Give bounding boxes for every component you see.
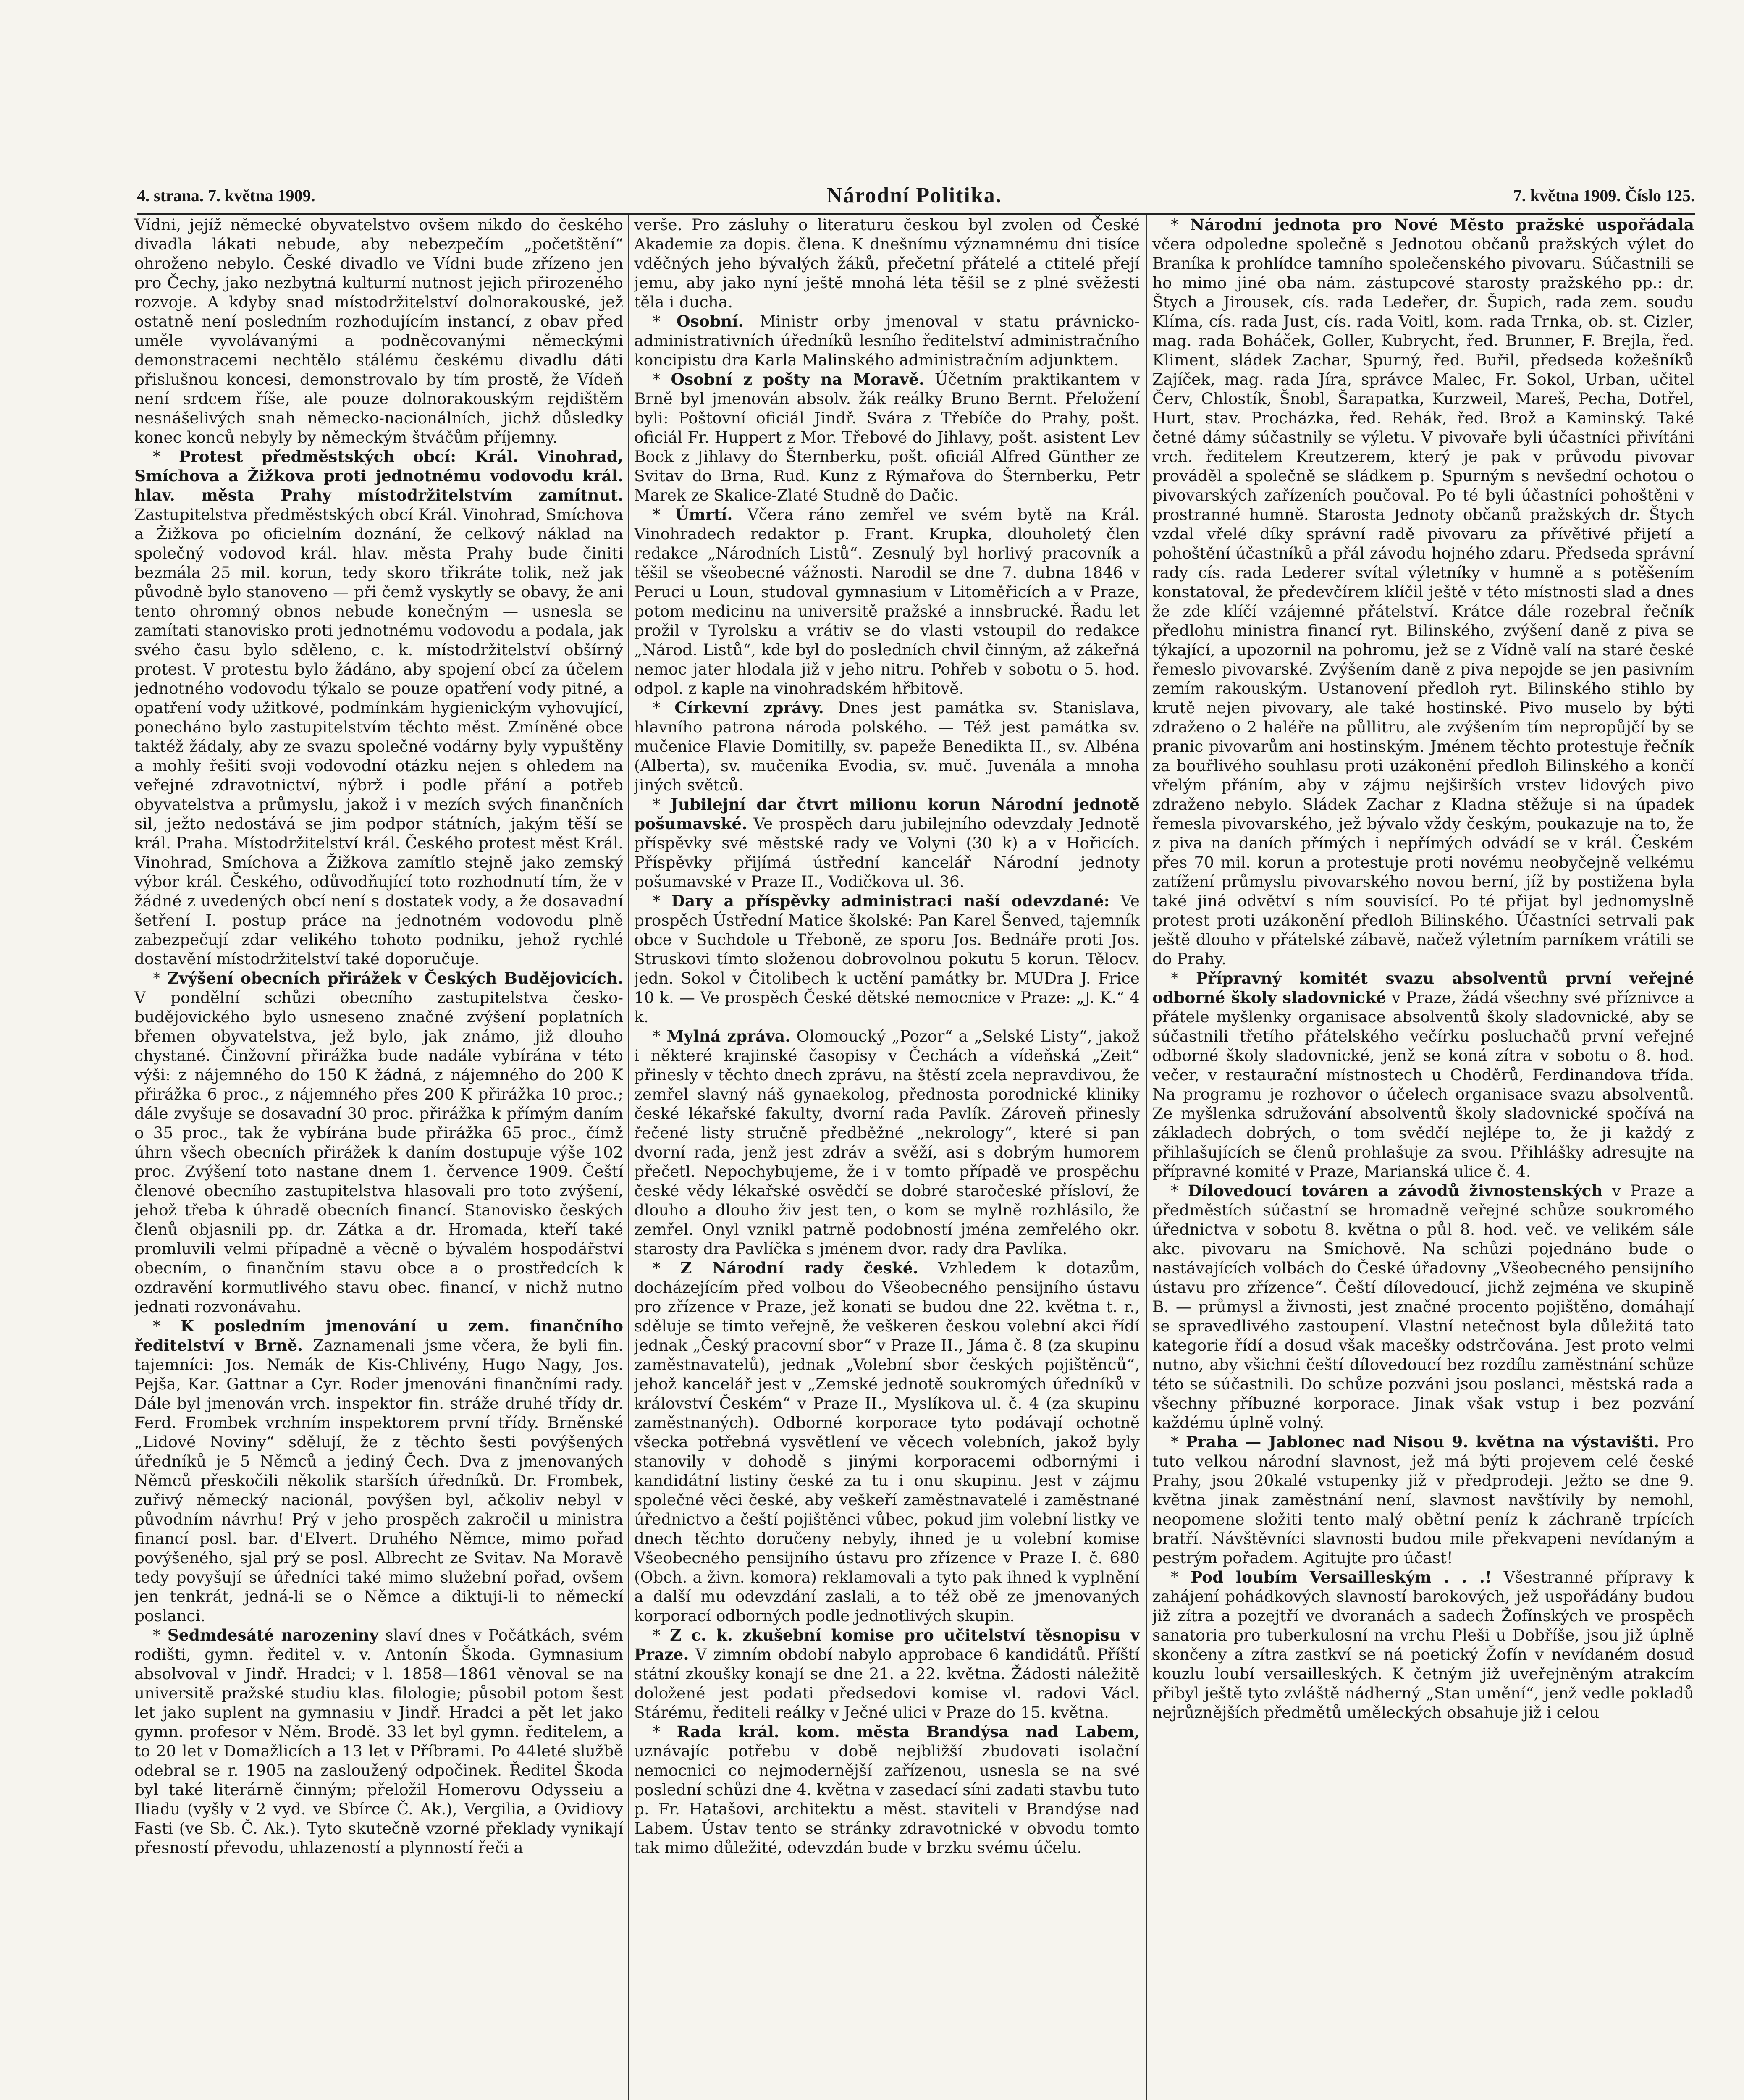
article-text: Ve prospěch daru jubilejního odevzdaly Jednotě příspěvky své městské rady ve Volyni (30 k) a v Hořicích. Příspěvky přijímá ústřední kancelář Národní jednoty pošumavské v Praze II., Vodičkova ul. 36. (634, 814, 1140, 891)
article-headline: Z c. k. zkušební komise pro učitelství těsnopisu v Praze. (634, 1626, 1140, 1664)
article-headline: Přípravný komitét svazu absolventů první veřejné odborné školy sladovnické (1152, 969, 1694, 1007)
article-paragraph: * Zvýšení obecních přirážek v Českých Budějovicích. V pondělní schůzi obecního zastupitelstva česko-budějovického bylo usneseno značné zvýšení poplatních břemen obyvatelstva, jež bylo, jak známo, již dlouho chystané. Činžovní přirážka bude nadále vybírána v této výši: z nájemného do 150 K žádná, z nájemného do 200 K přirážka 6 proc., z nájemného přes 200 K přirážka 10 proc.; dále zvyšuje se dosavadní 30 proc. přirážka k přímým daním o 35 proc., tak že vybírána bude přirážka 65 proc., čímž úhrn všech obecních přirážek k daním dostupuje výše 102 proc. Zvýšení toto nastane dnem 1. července 1909. Čeští členové obecního zastupitelstva hlasovali pro toto zvýšení, jehož třeba k úhradě obecních financí. Stanovisko českých členů objasnili pp. dr. Zátka a dr. Hromada, kteří také promluvili velmi případně a věcně o bývalém hospodářství obecním, o finančním stavu obce a o prostředcích k ozdravění kormutlivého stavu obec. financí, v nichž nutno jednati rozvonávahu. (134, 969, 623, 1316)
article-text: Vídni, jejíž německé obyvatelstvo ovšem nikdo do českého divadla lákati nebude, aby nebezpečím „početštění“ ohroženo nebylo. České divadlo ve Vídni bude zřízeno jen pro Čechy, jako nezbytná kulturní nutnost jejich přirozeného rozvoje. A kdyby snad místodržitelství dolnorakouské, jež ostatně není posledním rozhodujícím instancí, z obav před uměle vyvolávanými a podněcovanými německými demonstracemi nechtělo stálému českému divadlu dáti přislušnou koncesi, demonstrovalo by tím prostě, že Vídeň není srdcem říše, ale pouze dolnorakouským rejdištěm nesnášelivých snah německo-nacionálních, jichž důsledky konec konců nebyly by německým štváčům příjemny. (134, 215, 623, 446)
article-paragraph: * Sedmdesáté narozeniny slaví dnes v Počátkách, svém rodišti, gymn. ředitel v. v. Antonín Škoda. Gymnasium absolvoval v Jindř. Hradci; v l. 1858—1861 věnoval se na universitě pražské studiu klas. filologie; působil potom šest let jako suplent na gymnasiu v Jindř. Hradci a pět let jako gymn. profesor v Něm. Brodě. 33 let byl gymn. ředitelem, a to 20 let v Domažlicích a 13 let v Příbrami. Po 44leté službě odebral se r. 1905 na zasloužený odpočinek. Ředitel Škoda byl také literárně činným; přeložil Homerovu Odysseiu a Iliadu (vyšly v 2 vyd. ve Sbírce Č. Ak.), Vergilia, a Ovidiovy Fasti (ve Sb. Č. Ak.). Tyto skutečně vzorné překlady vynikají přesností převodu, uhlazeností a plynností řeči a (134, 1626, 623, 1857)
article-headline: K posledním jmenování u zem. finančního ředitelství v Brně. (134, 1317, 623, 1354)
column-1 (134, 215, 623, 2100)
article-headline: Praha — Jablonec nad Nisou 9. května na výstavišti. (1185, 1433, 1660, 1451)
article-text: Ministr orby jmenoval v statu právnicko-administrativních úředníků lesního ředitelství administračního koncipistu dra Karla Malinského administračním adjunktem. (634, 312, 1140, 369)
article-paragraph: * Protest předměstských obcí: Král. Vinohrad, Smíchova a Žižkova proti jednotnému vodovodu král. hlav. města Prahy místodržitelstvím zamítnut. Zastupitelstva předměstských obcí Král. Vinohrad, Smíchova a Žižkova po oficielním doznání, že celkový náklad na společný vodovod král. hlav. města Prahy bude činiti bezmála 25 mil. korun, tedy skoro třikráte tolik, než jak původně bylo stanoveno — při čemž vyskytly se obavy, že ani tento ohromný obnos nebude konečným — usnesla se zamítati stanovisko proti jednotnému vodovodu a podala, jak svého času bylo sděleno, c. k. místodržitelství obšírný protest. V protestu bylo žádáno, aby spojení obcí za účelem jednotného vodovodu týkalo se pouze opatření vody pitné, a opatření vody užitkové, podmínkám hygienickým vyhovující, ponecháno bylo zastupitelstvím těchto měst. Zmíněné obce taktéž žádaly, aby ze svazu společné vodárny byly vypuštěny a mohly řešiti svoji vodovodní otázku nejen s ohledem na veřejné zdravotnictví, nýbrž i podle přání a potřeb obyvatelstva a průmyslu, jakož i v mezích svých finančních sil, ježto nedostává se jim podpor státních, jakým těší se král. Praha. Místodržitelství král. Českého protest měst Král. Vinohrad, Smíchova a Žižkova zamítlo stejně jako zemský výbor král. Českého, odůvodňující toto rozhodnutí tím, že v žádné z uvedených obcí není s dostatek vody, a že dosavadní šetření I. postup práce na jednotném vodovodu plně zabezpečují zdar velikého tohoto podniku, jehož rychlé dostavění místodržitelství také doporučuje. (134, 447, 623, 968)
article-text: Všestranné přípravy k zahájení pohádkových slavností barokových, jež uspořádány budou již zítra a pozejtří ve dvoranách a sadech Žofínských ve prospěch sanatoria pro tuberkulosní na vrchu Pleši u Dobříše, jsou již úplně skončeny a zítra zastkví se ná poetický Žofín v nevídaném dosud kouzlu loubí versailleských. K četným již uveřejněným atrakcím přibyl ještě tyto zvláště nádherný „Stan umění“, jenž vedle pokladů nejrůznějších předmětů uměleckých obsahuje již i celou (1152, 1568, 1694, 1722)
article-text: uznávajíc potřebu v době nejbližší zbudovati isolační nemocnici co nejmodernější zařízenou, usnesla se na své poslední schůzi dne 4. května v zasedací síni zadati stavbu tuto p. Fr. Hatašovi, architektu a měst. staviteli v Brandýse nad Labem. Ústav tento se stránky zdravotnické v obvodu tomto tak mimo důležité, odevzdán bude v brzku svému účelu. (634, 1742, 1140, 1857)
article-headline: Protest předměstských obcí: Král. Vinohrad, Smíchova a Žižkova proti jednotnému vodovodu král. hlav. města Prahy místodržitelstvím zamítnut. (134, 447, 623, 504)
article-headline: Osobní z pošty na Moravě. (671, 370, 924, 388)
article-paragraph: * Církevní zprávy. Dnes jest památka sv. Stanislava, hlavního patrona národa polského. — Též jest památka sv. mučenice Flavie Domitilly, sv. papeže Benedikta II., sv. Albéna (Alberta), sv. mučeníka Evodia, sv. muč. Juvenála a mnoha jiných světců. (634, 698, 1140, 794)
masthead-title: Národní Politika. (826, 183, 1002, 207)
article-paragraph: * Osobní z pošty na Moravě. Účetním praktikantem v Brně byl jmenován absolv. žák reálky Bruno Bernt. Přeložení byli: Poštovní oficiál Jindř. Svára z Třebíče do Prahy, pošt. oficiál Fr. Huppert z Mor. Třebové do Jihlavy, pošt. asistent Lev Bock z Jihlavy do Šternberku, pošt. oficiál Alfred Günther ze Svitav do Brna, Rud. Kunz z Rýmařova do Šternberku, Petr Marek ze Skalice-Zlaté Studně do Dačic. (634, 370, 1140, 504)
article-paragraph: * Dílovedoucí továren a závodů živnostenských v Praze a předměstích súčastní se hromadně veřejné schůze soukromého úřednictva v sobotu 8. května o půl 8. hod. več. ve velikém sále akc. pivovaru na Smíchově. Na schůzi pojednáno bude o nastávajících volbách do České úřadovny „Všeobecného pensijního ústavu pro zřízence“. Čeští dílovedoucí, jichž zejména ve skupině B. — průmysl a živnosti, jest značné procento pojištěno, domáhají se spravedlivého zastoupení. Vlastní netečnost byla důležitá tato kategorie řídí a dosud však macešky odstrčována. Jest proto velmi nutno, aby všichni čeští dílovedoucí bez rozdílu zaměstnání schůze této se súčastnili. Do schůze pozváni jsou poslanci, městská rada a všechny příbuzné korporace. Jinak však vstup i bez pozvání každému úplně volný. (1152, 1181, 1694, 1432)
article-paragraph: * Pod loubím Versailleským . . .! Všestranné přípravy k zahájení pohádkových slavností barokových, jež uspořádány budou již zítra a pozejtří ve dvoranách a sadech Žofínských ve prospěch sanatoria pro tuberkulosní na vrchu Pleši u Dobříše, jsou již úplně skončeny a zítra zastkví se ná poetický Žofín v nevídaném dosud kouzlu loubí versailleských. K četným již uveřejněným atrakcím přibyl ještě tyto zvláště nádherný „Stan umění“, jenž vedle pokladů nejrůznějších předmětů uměleckých obsahuje již i celou (1152, 1568, 1694, 1722)
article-paragraph: * Jubilejní dar čtvrt milionu korun Národní jednotě pošumavské. Ve prospěch daru jubilejního odevzdaly Jednotě příspěvky své městské rady ve Volyni (30 k) a v Hořicích. Příspěvky přijímá ústřední kancelář Národní jednoty pošumavské v Praze II., Vodičkova ul. 36. (634, 795, 1140, 891)
article-paragraph: * Úmrtí. Včera ráno zemřel ve svém bytě na Král. Vinohradech redaktor p. Frant. Krupka, dlouholetý člen redakce „Národních Listů“. Zesnulý byl horlivý pracovník a těšil se všeobecné vážnosti. Narodil se dne 7. dubna 1846 v Peruci u Loun, studoval gymnasium v Litoměřicích a v Praze, potom medicinu na universitě pražské a innsbrucké. Řadu let prožil v Tyrolsku a vrátiv se do vlasti vstoupil do redakce „Národ. Listů“, kde byl do posledních chvil činným, až zákeřná nemoc jater hlodala již v jeho nitru. Pohřeb v sobotu o 5. hod. odpol. z kaple na vinohradském hřbitově. (634, 505, 1140, 698)
article-paragraph (634, 215, 1140, 312)
article-headline: Rada král. kom. města Brandýsa nad Labem, (677, 1722, 1140, 1741)
article-headline: Sedmdesáté narozeniny (167, 1626, 379, 1644)
article-paragraph: * Z c. k. zkušební komise pro učitelství těsnopisu v Praze. V zimním období nabylo approbace 6 kandidátů. Příští státní zkoušky konají se dne 21. a 22. května. Žádosti náležitě doložené jest podati předsedovi komise vl. radovi Václ. Stárému, řediteli reálky v Ječné ulici v Praze do 15. května. (634, 1626, 1140, 1722)
article-paragraph: * Národní jednota pro Nové Město pražské uspořádala včera odpoledne společně s Jednotou občanů pražských výlet do Braníka k prohlídce tamního společenského pivovaru. Súčastnili se ho mimo jiné oba nám. zástupcové starosty pražského pp.: dr. Štych a Jirousek, cís. rada Ledeřer, dr. Šupich, rada zem. soudu Klíma, cís. rada Just, cís. rada Voitl, kom. rada Trnka, ob. st. Cizler, mag. rada Boháček, Goller, Kubrycht, řed. Brunner, F. Brejla, řed. Kliment, sládek Zachar, Spurný, řed. Buřil, předseda kožešníků Zajíček, mag. rada Jíra, správce Malec, Fr. Sokol, Urban, učitel Červ, Chlostík, Šnobl, Šarapatka, Kurzweil, Mareš, Pecha, Dotřel, Hurt, stav. Procházka, řed. Rehák, řed. Brož a Kaminský. Také četné dámy súčastnily se výletu. V pivovaře byli účastníci přivítáni vrch. ředitelem Kreutzerem, který je pak v průvodu pivovar prováděl a společně se sládkem p. Spurným s nevšední ochotou o pivovarských zařízeních poučoval. Po té byli účastníci pohoštěni v prostranné humně. Starosta Jednoty občanů pražských dr. Štych vzdal vřelé díky správní radě pivovaru za přívětivé přijetí a pohoštění účastníků a přál závodu hojného zdaru. Předseda správní rady cís. rada Lederer svítal výletníky v humně a s potěšením konstatoval, že předevčírem klíčil ještě v této místnosti slad a dnes že zde klíčí vzájemné přátelství. Krátce dále rozebral řečník předlohu ministra financí ryt. Bilinského, zvýšení daně z piva se týkající, a upozornil na pohromu, jež se z Vídně valí na staré české řemeslo pivovarské. Zvýšením daně z piva nepojde se jen pasivním zemím rakouským. Ustanovení předloh ryt. Bilinského stihlo by krutě nejen pivovary, ale také hostinské. Pivo muselo by býti zdraženo o 2 haléře na půllitru, ale zvýšením tím nepropůjčí by se pranic pivovarům ani hostinským. Jménem těchto protestuje řečník za bouřlivého souhlasu proti uzákonění předloh Bilinského a končí vřelým přáním, aby v zájmu nejširších vrstev lidových pivo zdraženo nebylo. Sládek Zachar z Kladna stěžuje si na úpadek řemesla pivovarského, jež bývalo vždy českým, poukazuje na to, že z piva na daních přímých i nepřímých odvádí se v král. Českém přes 70 mil. korun a protestuje proti novému neobyčejně velkému zatížení průmyslu pivovarského novou berní, jíž by postižena byla také jiná odvětví s ním souvisící. Po té přijat byl jednomyslně protest proti uzákonění předloh Bilinského. Účastníci setrvali pak ještě dlouho v přátelské zábavě, načež výletním parníkem vrátili se do Prahy. (1152, 215, 1694, 968)
article-headline: Mylná zpráva. (666, 1027, 791, 1045)
article-text: Účetním praktikantem v Brně byl jmenován absolv. žák reálky Bruno Bernt. Přeložení byli: Poštovní oficiál Jindř. Svára z Třebíče do Prahy, pošt. oficiál Fr. Huppert z Mor. Třebové do Jihlavy, pošt. asistent Lev Bock z Jihlavy do Šternberku, pošt. oficiál Alfred Günther ze Svitav do Brna, Rud. Kunz z Rýmařova do Šternberku, Petr Marek ze Skalice-Zlaté Studně do Dačic. (634, 370, 1140, 504)
article-text: Ve prospěch Ústřední Matice školské: Pan Karel Šenved, tajemník obce v Suchdole u Třeboně, ze sporu Jos. Bednáře proti Jos. Struskovi tímto složenou dobrovolnou pokutu 5 korun. Tělocv. jedn. Sokol v Čitolibech k uctění památky br. MUDra J. Frice 10 k. — Ve prospěch České dětské nemocnice v Praze: „J. K.“ 4 k. (634, 892, 1140, 1026)
article-paragraph: * Mylná zpráva. Olomoucký „Pozor“ a „Selské Listy“, jakož i některé krajinské časopisy v Čechách a vídeňská „Zeit“ přinesly v těchto dnech zprávu, na štěstí zcela nepravdivou, že zemřel slavný náš gynaekolog, přednosta porodnické kliniky české lékařské fakulty, dvorní rada Pavlík. Zároveň přinesly řečené listy stručně předběžné „nekrology“, které si pan dvorní rada, jenž jest zdráv a svěží, asi s dobrým humorem přečetl. Nepochybujeme, že i v tomto případě ve prospěchu české vědy lékařské osvědčí se dobré staročeské přísloví, že dlouho a dlouho živ jest ten, o kom se mylně rozhlásilo, že zemřel. Onyl vznikl patrně podobností jména zemřelého okr. starosty dra Pavlíčka s jménem dvor. rady dra Pavlíka. (634, 1027, 1140, 1258)
article-text: Pro tuto velkou národní slavnost, jež má býti projevem celé české Prahy, jsou 20kalé vstupenky již v předprodeji. Ježto se dne 9. května jinak zaměstnání není, slavnost navštívily by nemohl, neopomene složiti tento malý obětní peníz k záchraně trpících bratří. Návštěvníci slavnosti budou mile překvapeni nevídaným a pestrým pořadem. Agitujte pro účast! (1152, 1433, 1694, 1567)
article-text: Zastupitelstva předměstských obcí Král. Vinohrad, Smíchova a Žižkova po oficielním doznání, že celkový náklad na společný vodovod král. hlav. města Prahy bude činiti bezmála 25 mil. korun, tedy skoro třikráte tolik, než jak původně bylo stanoveno — při čemž vyskytly se obavy, že ani tento ohromný obnos nebude konečným — usnesla se zamítati stanovisko proti jednotnému vodovodu a podala, jak svého času bylo sděleno, c. k. místodržitelství obšírný protest. V protestu bylo žádáno, aby spojení obcí za účelem jednotného vodovodu týkalo se pouze opatření vody pitné, a opatření vody užitkové, podmínkám hygienickým vyhovující, ponecháno bylo zastupitelstvím těchto měst. Zmíněné obce taktéž žádaly, aby ze svazu společné vodárny byly vypuštěny a mohly řešiti svoji vodovodní otázku nejen s ohledem na veřejné zdravotnictví, nýbrž i podle přání a potřeb obyvatelstva a průmyslu, jakož i v mezích svých finančních sil, ježto nedostává se jim podpor státních, jakým těší se král. Praha. Místodržitelství král. Českého protest měst Král. Vinohrad, Smíchova a Žižkova zamítlo stejně jako zemský výbor král. Českého, odůvodňující toto rozhodnutí tím, že v žádné z uvedených obcí není s dostatek vody, a že dosavadní šetření I. postup práce na jednotném vodovodu plně zabezpečují zdar velikého tohoto podniku, jehož rychlé dostavění místodržitelství také doporučuje. (134, 505, 623, 968)
column-3 (1152, 215, 1694, 2100)
article-text: V pondělní schůzi obecního zastupitelstva česko-budějovického bylo usneseno značné zvýšení poplatních břemen obyvatelstva, jež bylo, jak známo, již dlouho chystané. Činžovní přirážka bude nadále vybírána v této výši: z nájemného do 150 K žádná, z nájemného do 200 K přirážka 6 proc., z nájemného přes 200 K přirážka 10 proc.; dále zvyšuje se dosavadní 30 proc. přirážka k přímým daním o 35 proc., tak že vybírána bude přirážka 65 proc., čímž úhrn všech obecních přirážek k daním dostupuje výše 102 proc. Zvýšení toto nastane dnem 1. července 1909. Čeští členové obecního zastupitelstva hlasovali pro toto zvýšení, jehož třeba k úhradě obecních financí. Stanovisko českých členů objasnili pp. dr. Zátka a dr. Hromada, kteří také promluvili velmi případně a věcně o bývalém hospodářství obecním, o finančním stavu obce a o prostředcích k ozdravění kormutlivého stavu obec. financí, v nichž nutno jednati rozvonávahu. (134, 988, 623, 1316)
article-paragraph: * Rada král. kom. města Brandýsa nad Labem, uznávajíc potřebu v době nejbližší zbudovati isolační nemocnici co nejmodernější zařízenou, usnesla se na své poslední schůzi dne 4. května v zasedací síni zadati stavbu tuto p. Fr. Hatašovi, architektu a měst. staviteli v Brandýse nad Labem. Ústav tento se stránky zdravotnické v obvodu tomto tak mimo důležité, odevzdán bude v brzku svému účelu. (634, 1722, 1140, 1857)
article-headline: Církevní zprávy. (674, 698, 824, 717)
issue-date-number: 7. května 1909. Číslo 125. (1513, 186, 1695, 205)
article-text: Vzhledem k dotazům, docházejícím před volbou do Všeobecného pensijního ústavu pro zřízence v Praze, jež konati se budou dne 22. května t. r., sděluje se timto veřejně, že veškeren českou volební akci řídí jednak „Český pracovní sbor“ v Praze II., Jáma č. 8 (za skupinu zaměstnavatelů), jednak „Volební sbor českých pojištěnců“, jehož kancelář jest v „Zemské jednotě soukromých úředníků v království Českém“ v Praze II., Myslíkova ul. č. 4 (za skupinu zaměstnaných). Odborné korporace tyto podávají ochotně všecka potřebná vysvětlení ve věcech volebních, jakož byly stanovily v dohodě s jinými korporacemi odbornými i kandidátní listiny české za tu i onu skupinu. Jest v zájmu společné věci české, aby veškeří zaměstnavatelé i zaměstnané úřednictvo a čeští pojištěnci vůbec, pokud jim volební listky ve dnech těchto doručeny nebyly, ihned je u volební komise Všeobecného pensijního ústavu pro zřízence v Praze I. č. 680 (Obch. a živn. komora) reklamovali a tyto pak ihned k vyplnění a další mu odevzdání zaslali, a to též obě ze jmenovaných korporací odborných podle jednotlivých skupin. (634, 1259, 1140, 1625)
article-headline: Dary a příspěvky administraci naší odevzdané: (671, 892, 1110, 910)
article-text: v Praze a předměstích súčastní se hromadně veřejné schůze soukromého úřednictva v sobotu 8. května o půl 8. hod. več. ve velikém sále akc. pivovaru na Smíchově. Na schůzi pojednáno bude o nastávajících volbách do České úřadovny „Všeobecného pensijního ústavu pro zřízence“. Čeští dílovedoucí, jichž zejména ve skupině B. — průmysl a živnosti, jest značné procento pojištěno, domáhají se spravedlivého zastoupení. Vlastní netečnost byla důležitá tato kategorie řídí a dosud však macešky odstrčována. Jest proto velmi nutno, aby všichni čeští dílovedoucí bez rozdílu zaměstnání schůze této se súčastnili. Do schůze pozváni jsou poslanci, městská rada a všechny příbuzné korporace. Jinak však vstup i bez pozvání každému úplně volný. (1152, 1181, 1694, 1432)
article-headline: Národní jednota pro Nové Město pražské uspořádala (1190, 215, 1694, 234)
article-headline: Zvýšení obecních přirážek v Českých Budějovicích. (167, 969, 623, 987)
article-headline: Pod loubím Versailleským . . .! (1190, 1568, 1492, 1586)
article-headline: Jubilejní dar čtvrt milionu korun Národní jednotě pošumavské. (634, 795, 1140, 833)
article-paragraph (134, 215, 623, 447)
page-number-date: 4. strana. 7. května 1909. (137, 186, 315, 205)
article-headline: Z Národní rady české. (680, 1259, 918, 1277)
article-paragraph: * Z Národní rady české. Vzhledem k dotazům, docházejícím před volbou do Všeobecného pensijního ústavu pro zřízence v Praze, jež konati se budou dne 22. května t. r., sděluje se timto veřejně, že veškeren českou volební akci řídí jednak „Český pracovní sbor“ v Praze II., Jáma č. 8 (za skupinu zaměstnavatelů), jednak „Volební sbor českých pojištěnců“, jehož kancelář jest v „Zemské jednotě soukromých úředníků v království Českém“ v Praze II., Myslíkova ul. č. 4 (za skupinu zaměstnaných). Odborné korporace tyto podávají ochotně všecka potřebná vysvětlení ve věcech volebních, jakož byly stanovily v dohodě s jinými korporacemi odbornými i kandidátní listiny české za tu i onu skupinu. Jest v zájmu společné věci české, aby veškeří zaměstnavatelé i zaměstnané úřednictvo a čeští pojištěnci vůbec, pokud jim volební listky ve dnech těchto doručeny nebyly, ihned je u volební komise Všeobecného pensijního ústavu pro zřízence v Praze I. č. 680 (Obch. a živn. komora) reklamovali a tyto pak ihned k vyplnění a další mu odevzdání zaslali, a to též obě ze jmenovaných korporací odborných podle jednotlivých skupin. (634, 1259, 1140, 1625)
article-headline: Dílovedoucí továren a závodů živnostenských (1188, 1181, 1603, 1200)
article-text: Olomoucký „Pozor“ a „Selské Listy“, jakož i některé krajinské časopisy v Čechách a vídeňská „Zeit“ přinesly v těchto dnech zprávu, na štěstí zcela nepravdivou, že zemřel slavný náš gynaekolog, přednosta porodnické kliniky české lékařské fakulty, dvorní rada Pavlík. Zároveň přinesly řečené listy stručně předběžné „nekrology“, které si pan dvorní rada, jenž jest zdráv a svěží, asi s dobrým humorem přečetl. Nepochybujeme, že i v tomto případě ve prospěchu české vědy lékařské osvědčí se dobré staročeské přísloví, že dlouho a dlouho živ jest ten, o kom se mylně rozhlásilo, že zemřel. Onyl vznikl patrně podobností jména zemřelého okr. starosty dra Pavlíčka s jménem dvor. rady dra Pavlíka. (634, 1027, 1140, 1258)
article-headline: Osobní. (677, 312, 744, 331)
article-text: Dnes jest památka sv. Stanislava, hlavního patrona národa polského. — Též jest památka sv. mučenice Flavie Domitilly, sv. papeže Benedikta II., sv. Albéna (Alberta), sv. mučeníka Evodia, sv. muč. Juvenála a mnoha jiných světců. (634, 698, 1140, 794)
article-paragraph: * Osobní. Ministr orby jmenoval v statu právnicko-administrativních úředníků lesního ředitelství administračního koncipistu dra Karla Malinského administračním adjunktem. (634, 312, 1140, 369)
column-divider-2 (1146, 215, 1147, 2100)
article-paragraph: * Praha — Jablonec nad Nisou 9. května na výstavišti. Pro tuto velkou národní slavnost, jež má býti projevem celé české Prahy, jsou 20kalé vstupenky již v předprodeji. Ježto se dne 9. května jinak zaměstnání není, slavnost navštívily by nemohl, neopomene složiti tento malý obětní peníz k záchraně trpících bratří. Návštěvníci slavnosti budou mile překvapeni nevídaným a pestrým pořadem. Agitujte pro účast! (1152, 1433, 1694, 1567)
article-text: Zaznamenali jsme včera, že byli fin. tajemníci: Jos. Nemák de Kis-Chlivény, Hugo Nagy, Jos. Pejša, Kar. Gattnar a Cyr. Roder jmenováni finančními rady. Dále byl jmenován vrch. inspektor fin. stráže druhé třídy dr. Ferd. Frombek vrchním inspektorem první třídy. Brněnské „Lidové Noviny“ sdělují, že z těchto šesti povýšených úředníků je 5 Němců a jediný Čech. Dva z jmenovaných Němců přeskočili několik starších úředníků. Dr. Frombek, zuřivý německý nacionál, povýšen byl, ačkoliv nebyl v původním návrhu! Prý v jeho prospěch zakročil u ministra financí posl. bar. d'Elvert. Druhého Němce, mimo pořad povýšeného, sjal prý se posl. Albrecht ze Svitav. Na Moravě tedy povyšují se úředníci také mimo služební pořad, ovšem jen tenkrát, jedná-li se o Němce a diktuji-li to německí poslanci. (134, 1336, 623, 1625)
article-text: V zimním období nabylo approbace 6 kandidátů. Příští státní zkoušky konají se dne 21. a 22. května. Žádosti náležitě doložené jest podati předsedovi komise vl. radovi Václ. Stárému, řediteli reálky v Ječné ulici v Praze do 15. května. (634, 1645, 1140, 1722)
column-2 (634, 215, 1140, 2100)
article-paragraph: * Dary a příspěvky administraci naší odevzdané: Ve prospěch Ústřední Matice školské: Pan Karel Šenved, tajemník obce v Suchdole u Třeboně, ze sporu Jos. Bednáře proti Jos. Struskovi tímto složenou dobrovolnou pokutu 5 korun. Tělocv. jedn. Sokol v Čitolibech k uctění památky br. MUDra J. Frice 10 k. — Ve prospěch České dětské nemocnice v Praze: „J. K.“ 4 k. (634, 892, 1140, 1026)
article-text: slaví dnes v Počátkách, svém rodišti, gymn. ředitel v. v. Antonín Škoda. Gymnasium absolvoval v Jindř. Hradci; v l. 1858—1861 věnoval se na universitě pražské studiu klas. filologie; působil potom šest let jako suplent na gymnasiu v Jindř. Hradci a pět let jako gymn. profesor v Něm. Brodě. 33 let byl gymn. ředitelem, a to 20 let v Domažlicích a 13 let v Příbrami. Po 44leté službě odebral se r. 1905 na zasloužený odpočinek. Ředitel Škoda byl také literárně činným; přeložil Homerovu Odysseiu a Iliadu (vyšly v 2 vyd. ve Sbírce Č. Ak.), Vergilia, a Ovidiovy Fasti (ve Sb. Č. Ak.). Tyto skutečně vzorné překlady vynikají přesností převodu, uhlazeností a plynností řeči a (134, 1626, 623, 1857)
article-text: včera odpoledne společně s Jednotou občanů pražských výlet do Braníka k prohlídce tamního společenského pivovaru. Súčastnili se ho mimo jiné oba nám. zástupcové starosty pražského pp.: dr. Štych a Jirousek, cís. rada Ledeřer, dr. Šupich, rada zem. soudu Klíma, cís. rada Just, cís. rada Voitl, kom. rada Trnka, ob. st. Cizler, mag. rada Boháček, Goller, Kubrycht, řed. Brunner, F. Brejla, řed. Kliment, sládek Zachar, Spurný, řed. Buřil, předseda kožešníků Zajíček, mag. rada Jíra, správce Malec, Fr. Sokol, Urban, učitel Červ, Chlostík, Šnobl, Šarapatka, Kurzweil, Mareš, Pecha, Dotřel, Hurt, stav. Procházka, řed. Rehák, řed. Brož a Kaminský. Také četné dámy súčastnily se výletu. V pivovaře byli účastníci přivítáni vrch. ředitelem Kreutzerem, který je pak v průvodu pivovar prováděl a společně se sládkem p. Spurným s nevšední ochotou o pivovarských zařízeních poučoval. Po té byli účastníci pohoštěni v prostranné humně. Starosta Jednoty občanů pražských dr. Štych vzdal vřelé díky správní radě pivovaru za přívětivé přijetí a pohoštění účastníků a přál závodu hojného zdaru. Předseda správní rady cís. rada Lederer svítal výletníky v humně a s potěšením konstatoval, že předevčírem klíčil ještě v této místnosti slad a dnes že zde klíčí vzájemné přátelství. Krátce dále rozebral řečník předlohu ministra financí ryt. Bilinského, zvýšení daně z piva se týkající, a upozornil na pohromu, jež se z Vídně valí na staré české řemeslo pivovarské. Zvýšením daně z piva nepojde se jen pasivním zemím rakouským. Ustanovení předloh ryt. Bilinského stihlo by krutě nejen pivovary, ale také hostinské. Pivo muselo by býti zdraženo o 2 haléře na půllitru, ale zvýšením tím nepropůjčí by se pranic pivovarům ani hostinským. Jménem těchto protestuje řečník za bouřlivého souhlasu proti uzákonění předloh Bilinského a končí vřelým přáním, aby v zájmu nejširších vrstev lidových pivo zdraženo nebylo. Sládek Zachar z Kladna stěžuje si na úpadek řemesla pivovarského, jež bývalo vždy českým, poukazuje na to, že z piva na daních přímých i nepřímých odvádí se v král. Českém přes 70 mil. korun a protestuje proti novému neobyčejně velkému zatížení průmyslu pivovarského novou berní, jíž by postižena byla také jiná odvětví s ním souvisící. Po té přijat byl jednomyslně protest proti uzákonění předloh Bilinského. Účastníci setrvali pak ještě dlouho v přátelské zábavě, načež výletním parníkem vrátili se do Prahy. (1152, 235, 1694, 968)
article-text: v Praze, žádá všechny své příznivce a přátele myšlenky organisace absolventů školy sladovnické, aby se súčastnili třetího přátelského večírku posluchačů první veřejné odborné školy sladovnické, jenž se koná zítra v sobotu o 8. hod. večer, v restaurační místnostech u Choděrů, Ferdinandova třída. Na programu je rozhovor o účelech organisace svazu absolventů. Ze myšlenka sdružování absolventů školy sladovnické spočívá na základech dobrých, o tom svědčí nejlépe to, že ji každý z přihlašujících se členů prohlašuje za svou. Přihlášky adresujte na přípravné komité v Praze, Marianská ulice č. 4. (1152, 988, 1694, 1181)
article-paragraph: * Přípravný komitét svazu absolventů první veřejné odborné školy sladovnické v Praze, žádá všechny své příznivce a přátele myšlenky organisace absolventů školy sladovnické, aby se súčastnili třetího přátelského večírku posluchačů první veřejné odborné školy sladovnické, jenž se koná zítra v sobotu o 8. hod. večer, v restaurační místnostech u Choděrů, Ferdinandova třída. Na programu je rozhovor o účelech organisace svazu absolventů. Ze myšlenka sdružování absolventů školy sladovnické spočívá na základech dobrých, o tom svědčí nejlépe to, že ji každý z přihlašujících se členů prohlašuje za svou. Přihlášky adresujte na přípravné komité v Praze, Marianská ulice č. 4. (1152, 969, 1694, 1181)
column-divider-1 (628, 215, 629, 2100)
article-paragraph: * K posledním jmenování u zem. finančního ředitelství v Brně. Zaznamenali jsme včera, že byli fin. tajemníci: Jos. Nemák de Kis-Chlivény, Hugo Nagy, Jos. Pejša, Kar. Gattnar a Cyr. Roder jmenováni finančními rady. Dále byl jmenován vrch. inspektor fin. stráže druhé třídy dr. Ferd. Frombek vrchním inspektorem první třídy. Brněnské „Lidové Noviny“ sdělují, že z těchto šesti povýšených úředníků je 5 Němců a jediný Čech. Dva z jmenovaných Němců přeskočili několik starších úředníků. Dr. Frombek, zuřivý německý nacionál, povýšen byl, ačkoliv nebyl v původním návrhu! Prý v jeho prospěch zakročil u ministra financí posl. bar. d'Elvert. Druhého Němce, mimo pořad povýšeného, sjal prý se posl. Albrecht ze Svitav. Na Moravě tedy povyšují se úředníci také mimo služební pořad, ovšem jen tenkrát, jedná-li se o Němce a diktuji-li to německí poslanci. (134, 1317, 623, 1625)
article-headline: Úmrtí. (675, 505, 733, 524)
page-header (137, 181, 1695, 210)
article-text: verše. Pro zásluhy o literaturu českou byl zvolen od České Akademie za dopis. člena. K dnešnímu významnému dni tisíce vděčných jeho bývalých žáků, přečetní přátelé a ctitelé přejí jemu, aby jako nyní ještě mnohá léta těšil se z plné svěžesti těla i ducha. (634, 215, 1140, 311)
article-text: Včera ráno zemřel ve svém bytě na Král. Vinohradech redaktor p. Frant. Krupka, dlouholetý člen redakce „Národních Listů“. Zesnulý byl horlivý pracovník a těšil se všeobecné vážnosti. Narodil se dne 7. dubna 1846 v Peruci u Loun, studoval gymnasium v Litoměřicích a v Praze, potom medicinu na universitě pražské a innsbrucké. Řadu let prožil v Tyrolsku a vrátiv se do vlasti vstoupil do redakce „Národ. Listů“, kde byl do posledních chvil činným, až zákeřná nemoc jater hlodala již v jeho nitru. Pohřeb v sobotu o 5. hod. odpol. z kaple na vinohradském hřbitově. (634, 505, 1140, 698)
